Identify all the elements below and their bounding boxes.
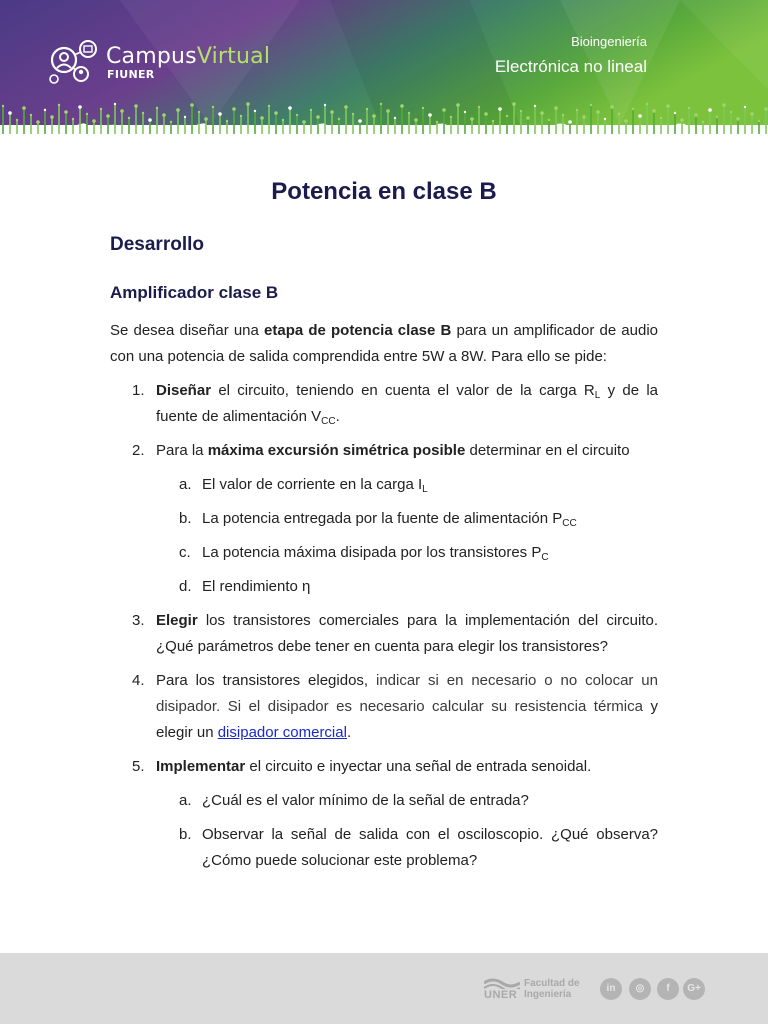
item-letter: c. <box>179 544 191 561</box>
intro-text-end: para un amplificador de audio con una potencia de salida comprendida entre 5W a 8W. Para ello se pide: <box>110 322 658 365</box>
item-text: ¿Cuál es el valor mínimo de la señal de entrada? <box>202 792 529 809</box>
item-emphasis: Implementar <box>156 758 246 775</box>
course-info <box>495 34 647 77</box>
sub-list-item <box>156 506 658 532</box>
item-text: indicar si en necesario o no colocar un disipador. Si el disipador es necesario calcular su resistencia térmica <box>156 672 658 715</box>
item-letter: a. <box>179 476 192 493</box>
item-letter: d. <box>179 578 192 595</box>
sub-list-item <box>156 822 658 874</box>
task-list <box>110 378 658 874</box>
item-letter: a. <box>179 792 192 809</box>
sub-list-item <box>156 574 658 600</box>
logo-virtual-text: Virtual <box>196 44 271 69</box>
uner-wave-icon <box>484 977 520 989</box>
career-name: Bioingeniería <box>571 34 647 49</box>
item-number: 4. <box>132 672 145 689</box>
campus-users-icon <box>48 40 102 88</box>
intro-paragraph <box>110 318 658 370</box>
list-item <box>110 378 658 430</box>
item-text: La potencia entregada por la fuente de alimentación P <box>202 510 563 527</box>
subsection-heading: Amplificador clase B <box>110 283 279 302</box>
linkedin-icon[interactable]: in <box>600 978 622 1000</box>
logo-fiuner-text: FIUNER <box>107 68 155 81</box>
item-letter: b. <box>179 826 192 843</box>
list-item <box>110 668 658 746</box>
page-title: Potencia en clase B <box>271 178 497 205</box>
item-text: . <box>346 724 352 741</box>
faculty-line-1: Facultad de <box>524 978 580 989</box>
course-name: Electrónica no lineal <box>494 57 647 76</box>
item-number: 1. <box>132 382 145 399</box>
subscript: CC <box>562 518 577 529</box>
subscript: C <box>541 552 549 563</box>
item-number: 2. <box>132 442 145 459</box>
item-text: y de la fuente de alimentación V <box>156 382 658 425</box>
faculty-line-2: Ingeniería <box>524 989 572 1000</box>
item-text: . <box>335 408 340 425</box>
item-text: el circuito, teniendo en cuenta el valor de la carga R <box>211 382 595 399</box>
uner-logo[interactable] <box>484 977 584 1003</box>
item-text: Para los transistores elegidos, <box>156 672 369 689</box>
sub-list <box>156 472 658 600</box>
item-text: El valor de corriente en la carga I <box>202 476 423 493</box>
intro-emphasis: etapa de potencia clase B <box>264 322 452 339</box>
item-text: los transistores comerciales para la implementación del circuito. ¿Qué parámetros debe tener en cuenta para elegir los transistores? <box>156 612 658 655</box>
section-heading: Desarrollo <box>110 234 204 255</box>
item-text: El rendimiento η <box>202 578 311 595</box>
item-emphasis: Elegir <box>156 612 198 629</box>
item-letter: b. <box>179 510 192 527</box>
document-body <box>110 318 658 882</box>
subscript: CC <box>321 416 336 427</box>
disipador-comercial-link[interactable]: disipador comercial <box>217 724 347 741</box>
item-emphasis: máxima excursión simétrica posible <box>207 442 466 459</box>
item-number: 3. <box>132 612 145 629</box>
item-text: y elegir un <box>156 698 658 741</box>
intro-text-start: Se desea diseñar una <box>110 322 265 339</box>
item-emphasis: Diseñar <box>156 382 212 399</box>
sub-list-item <box>156 472 658 498</box>
item-text: La potencia máxima disipada por los transistores P <box>202 544 542 561</box>
sub-list-item <box>156 788 658 814</box>
item-text: Observar la señal de salida con el osciloscopio. ¿Qué observa? ¿Cómo puede solucionar este problema? <box>202 826 658 869</box>
list-item <box>110 608 658 660</box>
campus-virtual-logo[interactable] <box>48 40 278 88</box>
item-number: 5. <box>132 758 145 775</box>
footer <box>0 953 768 1024</box>
subscript: L <box>422 484 428 495</box>
item-text: el circuito e inyectar una señal de entrada senoidal. <box>245 758 592 775</box>
logo-wordmark <box>106 44 270 69</box>
uner-wordmark: UNER <box>484 989 518 1001</box>
sub-list <box>156 788 658 874</box>
list-item <box>110 754 658 874</box>
faculty-name <box>524 978 580 1000</box>
sub-list-item <box>156 540 658 566</box>
item-text: Para la <box>156 442 208 459</box>
google-plus-icon[interactable]: G+ <box>683 978 705 1000</box>
instagram-icon[interactable]: ◎ <box>629 978 651 1000</box>
facebook-icon[interactable]: f <box>657 978 679 1000</box>
item-text: determinar en el circuito <box>465 442 630 459</box>
logo-campus-text: Campus <box>106 44 197 69</box>
subscript: L <box>594 390 601 401</box>
list-item <box>110 438 658 600</box>
header-banner <box>0 0 768 148</box>
